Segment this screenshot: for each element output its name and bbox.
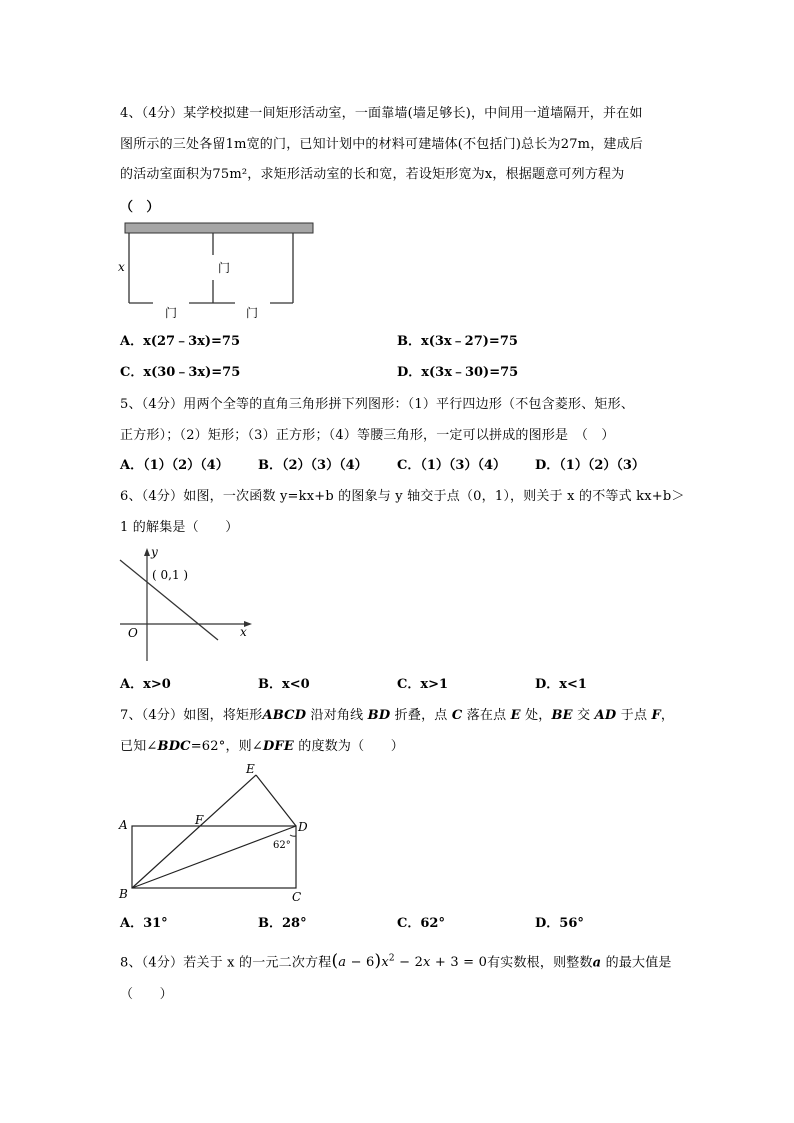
q8-line2: （ ）	[120, 987, 173, 1002]
label-E: E	[246, 762, 255, 776]
q6-option-b[interactable]: B．x<0	[258, 677, 310, 692]
q7-line1: 7、（4分）如图，将矩形ABCD 沿对角线 BD 折叠，点 C 落在点 E 处，BE 交 AD 于点 F，	[120, 708, 675, 723]
q7-option-b[interactable]: B．28°	[258, 916, 307, 931]
q4-option-a[interactable]: A．x(27﹣3x)=75	[120, 334, 241, 349]
label-A: A	[119, 818, 128, 832]
q7-line2: 已知∠BDC=62°，则∠DFE 的度数为（ ）	[120, 739, 404, 754]
q7-option-a[interactable]: A．31°	[120, 916, 168, 931]
label-F: F	[195, 813, 204, 827]
q5-option-b[interactable]: B．（2）（3）（4）	[258, 458, 368, 473]
q4-option-c[interactable]: C．x(30﹣3x)=75	[120, 365, 241, 380]
label-door-right: 门	[246, 306, 259, 320]
q4-option-d[interactable]: D．x(3x﹣30)=75	[397, 365, 519, 380]
segment-ed	[256, 775, 296, 826]
q5-option-c[interactable]: C．（1）（3）（4）	[397, 458, 506, 473]
q5-line1: 5、（4分）用两个全等的直角三角形拼下列图形：（1）平行四边形（不包含菱形、矩形、	[120, 397, 635, 412]
point-label: ( 0,1 )	[152, 568, 189, 582]
q5-option-a[interactable]: A．（1）（2）（4）	[120, 458, 229, 473]
q8-line1: 8、（4分）若关于 x 的一元二次方程$(a - 6)x^2 - 2x + 3 = 0$有实数根，则整数a 的最大值是	[120, 951, 672, 972]
y-axis-label: y	[151, 545, 158, 559]
q4-line2: 图所示的三处各留1m宽的门，已知计划中的材料可建墙体(不包括门)总长为27m，建成后	[120, 137, 644, 152]
segment-be	[132, 775, 256, 888]
q7-option-d[interactable]: D．56°	[535, 916, 584, 931]
q6-graph	[115, 543, 260, 665]
q5-option-d[interactable]: D．（1）（2）（3）	[535, 458, 645, 473]
q6-line2: 1 的解集是（ ）	[120, 520, 239, 535]
angle-arc	[290, 835, 296, 836]
origin-label: O	[128, 626, 138, 640]
q8-equation: $(a - 6)x^2 - 2x + 3 = 0$	[331, 951, 488, 972]
q4-option-b[interactable]: B．x(3x﹣27)=75	[397, 334, 518, 349]
diagonal-bd	[132, 826, 296, 888]
q5-line2: 正方形）；（2）矩形；（3）正方形；（4）等腰三角形，一定可以拼成的图形是 （ ）	[120, 428, 615, 443]
y-axis-arrow	[144, 548, 150, 556]
label-door-left: 门	[165, 306, 178, 320]
q4-answer-blank: （ ）	[120, 200, 160, 215]
q6-option-a[interactable]: A．x>0	[120, 677, 171, 692]
label-C: C	[292, 890, 302, 904]
angle-label: 62°	[273, 840, 291, 851]
q4-line3: 的活动室面积为75m²，求矩形活动室的长和宽，若设矩形宽为x，根据题意可列方程为	[120, 167, 625, 182]
q4-line1: 4、（4分）某学校拟建一间矩形活动室，一面靠墙(墙足够长)，中间用一道墙隔开，并在如	[120, 106, 643, 121]
label-B: B	[119, 887, 128, 901]
label-x: x	[118, 260, 125, 274]
q6-line1: 6、（4分）如图，一次函数 y=kx+b 的图象与 y 轴交于点（0，1），则关于 x 的不等式 kx+b＞	[120, 489, 685, 504]
q7-option-c[interactable]: C．62°	[397, 916, 445, 931]
x-axis-label: x	[240, 625, 247, 639]
wall	[125, 223, 313, 233]
label-door-middle: 门	[218, 261, 231, 275]
q6-option-d[interactable]: D．x<1	[535, 677, 587, 692]
q4-room-diagram	[115, 220, 320, 325]
label-D: D	[298, 820, 308, 834]
q7-figure	[115, 760, 320, 905]
q6-option-c[interactable]: C．x>1	[397, 677, 449, 692]
